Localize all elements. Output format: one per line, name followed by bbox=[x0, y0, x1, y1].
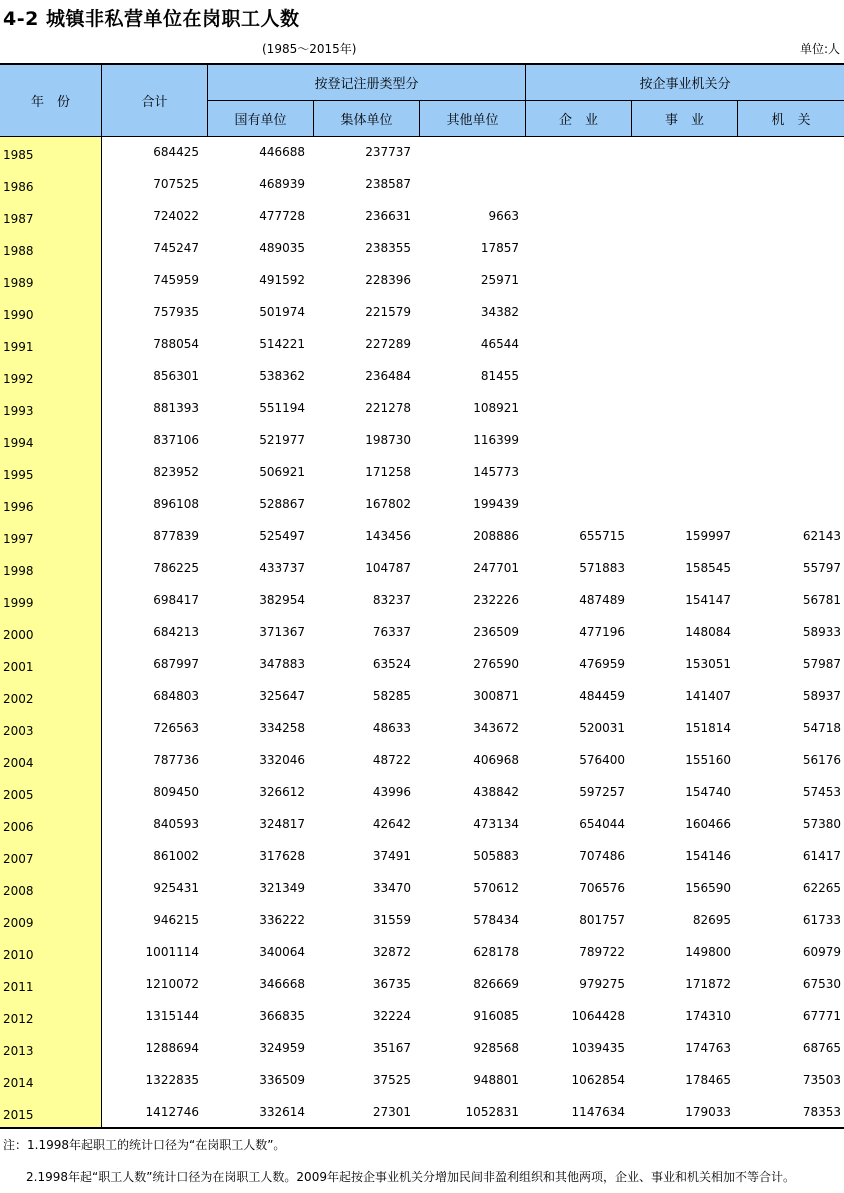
cell-year: 2000 bbox=[3, 628, 34, 642]
cell-collective: 228396 bbox=[365, 273, 411, 287]
cell-agency: 58933 bbox=[802, 625, 841, 639]
cell-year: 1989 bbox=[3, 276, 34, 290]
table-row bbox=[0, 457, 844, 489]
cell-total: 707525 bbox=[153, 177, 199, 191]
table-row bbox=[0, 1097, 844, 1129]
cell-institution: 141407 bbox=[685, 689, 731, 703]
cell-other: 570612 bbox=[473, 881, 519, 895]
cell-collective: 167802 bbox=[365, 497, 411, 511]
cell-year: 1998 bbox=[3, 564, 34, 578]
cell-other: 108921 bbox=[473, 401, 519, 415]
table-row bbox=[0, 233, 844, 265]
cell-year: 1992 bbox=[3, 372, 34, 386]
cell-year: 2015 bbox=[3, 1108, 34, 1122]
cell-other: 505883 bbox=[473, 849, 519, 863]
cell-enterprise: 654044 bbox=[579, 817, 625, 831]
cell-other: 34382 bbox=[480, 305, 519, 319]
table-row bbox=[0, 841, 844, 873]
table-row bbox=[0, 649, 844, 681]
cell-year: 2006 bbox=[3, 820, 34, 834]
header-divider bbox=[208, 100, 844, 101]
cell-other: 145773 bbox=[473, 465, 519, 479]
header-collective: 集体单位 bbox=[340, 113, 393, 128]
cell-agency: 57453 bbox=[802, 785, 841, 799]
cell-enterprise: 1147634 bbox=[571, 1105, 625, 1119]
cell-enterprise: 597257 bbox=[579, 785, 625, 799]
cell-collective: 43996 bbox=[372, 785, 411, 799]
cell-total: 1322835 bbox=[145, 1073, 199, 1087]
cell-total: 1001114 bbox=[145, 945, 199, 959]
cell-agency: 60979 bbox=[802, 945, 841, 959]
cell-other: 199439 bbox=[473, 497, 519, 511]
cell-other: 247701 bbox=[473, 561, 519, 575]
cell-institution: 154146 bbox=[685, 849, 731, 863]
cell-state-owned: 346668 bbox=[259, 977, 305, 991]
cell-institution: 159997 bbox=[685, 529, 731, 543]
cell-collective: 32224 bbox=[372, 1009, 411, 1023]
cell-agency: 68765 bbox=[802, 1041, 841, 1055]
cell-collective: 76337 bbox=[372, 625, 411, 639]
cell-other: 232226 bbox=[473, 593, 519, 607]
header-divider bbox=[737, 100, 738, 136]
cell-institution: 148084 bbox=[685, 625, 731, 639]
cell-state-owned: 366835 bbox=[259, 1009, 305, 1023]
header-by-registration: 按登记注册类型分 bbox=[314, 77, 419, 92]
table-row bbox=[0, 265, 844, 297]
cell-institution: 178465 bbox=[685, 1073, 731, 1087]
cell-state-owned: 326612 bbox=[259, 785, 305, 799]
cell-collective: 48722 bbox=[372, 753, 411, 767]
cell-total: 881393 bbox=[153, 401, 199, 415]
header-enterprise: 企 业 bbox=[558, 113, 598, 128]
header-by-org: 按企事业机关分 bbox=[639, 77, 731, 92]
cell-state-owned: 491592 bbox=[259, 273, 305, 287]
cell-agency: 57380 bbox=[802, 817, 841, 831]
cell-agency: 73503 bbox=[802, 1073, 841, 1087]
cell-other: 628178 bbox=[473, 945, 519, 959]
cell-institution: 149800 bbox=[685, 945, 731, 959]
cell-total: 745247 bbox=[153, 241, 199, 255]
cell-other: 406968 bbox=[473, 753, 519, 767]
cell-collective: 237737 bbox=[365, 145, 411, 159]
cell-enterprise: 571883 bbox=[579, 561, 625, 575]
cell-institution: 156590 bbox=[685, 881, 731, 895]
note-1: 注：1.1998年起职工的统计口径为“在岗职工人数”。 bbox=[3, 1138, 286, 1152]
table-row bbox=[0, 969, 844, 1001]
cell-institution: 153051 bbox=[685, 657, 731, 671]
cell-year: 1987 bbox=[3, 212, 34, 226]
cell-other: 1052831 bbox=[465, 1105, 519, 1119]
cell-collective: 143456 bbox=[365, 529, 411, 543]
cell-year: 2005 bbox=[3, 788, 34, 802]
cell-total: 787736 bbox=[153, 753, 199, 767]
cell-institution: 171872 bbox=[685, 977, 731, 991]
cell-year: 2001 bbox=[3, 660, 34, 674]
cell-total: 745959 bbox=[153, 273, 199, 287]
cell-state-owned: 371367 bbox=[259, 625, 305, 639]
cell-other: 438842 bbox=[473, 785, 519, 799]
cell-state-owned: 324959 bbox=[259, 1041, 305, 1055]
cell-institution: 174310 bbox=[685, 1009, 731, 1023]
cell-collective: 63524 bbox=[372, 657, 411, 671]
cell-total: 684803 bbox=[153, 689, 199, 703]
table-row bbox=[0, 361, 844, 393]
note-2: 2.1998年起“职工人数”统计口径为在岗职工人数。2009年起按企事业机关分增加民间非盈利组织和其他两项，企业、事业和机关相加不等合计。 bbox=[26, 1170, 795, 1184]
cell-enterprise: 576400 bbox=[579, 753, 625, 767]
cell-state-owned: 521977 bbox=[259, 433, 305, 447]
cell-collective: 198730 bbox=[365, 433, 411, 447]
cell-total: 840593 bbox=[153, 817, 199, 831]
cell-year: 2007 bbox=[3, 852, 34, 866]
cell-collective: 37525 bbox=[372, 1073, 411, 1087]
cell-year: 1993 bbox=[3, 404, 34, 418]
table-row bbox=[0, 393, 844, 425]
cell-collective: 35167 bbox=[372, 1041, 411, 1055]
table-row bbox=[0, 713, 844, 745]
cell-agency: 57987 bbox=[802, 657, 841, 671]
header-agency: 机 关 bbox=[771, 113, 811, 128]
cell-collective: 236631 bbox=[365, 209, 411, 223]
cell-state-owned: 528867 bbox=[259, 497, 305, 511]
cell-total: 1315144 bbox=[145, 1009, 199, 1023]
cell-other: 25971 bbox=[480, 273, 519, 287]
cell-institution: 160466 bbox=[685, 817, 731, 831]
cell-state-owned: 446688 bbox=[259, 145, 305, 159]
cell-institution: 174763 bbox=[685, 1041, 731, 1055]
cell-agency: 78353 bbox=[802, 1105, 841, 1119]
cell-enterprise: 801757 bbox=[579, 913, 625, 927]
cell-agency: 62143 bbox=[802, 529, 841, 543]
cell-enterprise: 789722 bbox=[579, 945, 625, 959]
cell-state-owned: 336509 bbox=[259, 1073, 305, 1087]
cell-institution: 158545 bbox=[685, 561, 731, 575]
cell-state-owned: 340064 bbox=[259, 945, 305, 959]
cell-state-owned: 332046 bbox=[259, 753, 305, 767]
cell-other: 300871 bbox=[473, 689, 519, 703]
cell-total: 1412746 bbox=[145, 1105, 199, 1119]
cell-total: 823952 bbox=[153, 465, 199, 479]
cell-state-owned: 525497 bbox=[259, 529, 305, 543]
cell-other: 208886 bbox=[473, 529, 519, 543]
cell-collective: 36735 bbox=[372, 977, 411, 991]
cell-other: 9663 bbox=[488, 209, 519, 223]
cell-total: 698417 bbox=[153, 593, 199, 607]
cell-year: 1988 bbox=[3, 244, 34, 258]
cell-total: 788054 bbox=[153, 337, 199, 351]
cell-collective: 27301 bbox=[372, 1105, 411, 1119]
cell-state-owned: 321349 bbox=[259, 881, 305, 895]
header-year: 年 份 bbox=[30, 95, 70, 110]
cell-other: 116399 bbox=[473, 433, 519, 447]
cell-state-owned: 538362 bbox=[259, 369, 305, 383]
cell-year: 1986 bbox=[3, 180, 34, 194]
cell-total: 726563 bbox=[153, 721, 199, 735]
cell-total: 684425 bbox=[153, 145, 199, 159]
cell-year: 2010 bbox=[3, 948, 34, 962]
cell-agency: 56781 bbox=[802, 593, 841, 607]
cell-state-owned: 334258 bbox=[259, 721, 305, 735]
cell-state-owned: 433737 bbox=[259, 561, 305, 575]
cell-enterprise: 706576 bbox=[579, 881, 625, 895]
cell-total: 1288694 bbox=[145, 1041, 199, 1055]
cell-enterprise: 1064428 bbox=[571, 1009, 625, 1023]
cell-collective: 227289 bbox=[365, 337, 411, 351]
cell-state-owned: 514221 bbox=[259, 337, 305, 351]
cell-total: 1210072 bbox=[145, 977, 199, 991]
cell-collective: 37491 bbox=[372, 849, 411, 863]
table-row bbox=[0, 169, 844, 201]
cell-institution: 179033 bbox=[685, 1105, 731, 1119]
cell-total: 687997 bbox=[153, 657, 199, 671]
cell-agency: 67771 bbox=[802, 1009, 841, 1023]
period-subtitle: (1985～2015年) bbox=[262, 42, 357, 56]
table-row bbox=[0, 489, 844, 521]
cell-state-owned: 382954 bbox=[259, 593, 305, 607]
cell-state-owned: 347883 bbox=[259, 657, 305, 671]
cell-enterprise: 707486 bbox=[579, 849, 625, 863]
cell-enterprise: 487489 bbox=[579, 593, 625, 607]
cell-agency: 55797 bbox=[802, 561, 841, 575]
cell-collective: 58285 bbox=[372, 689, 411, 703]
cell-year: 1991 bbox=[3, 340, 34, 354]
cell-collective: 221278 bbox=[365, 401, 411, 415]
cell-enterprise: 484459 bbox=[579, 689, 625, 703]
cell-year: 1996 bbox=[3, 500, 34, 514]
cell-enterprise: 1039435 bbox=[571, 1041, 625, 1055]
cell-other: 473134 bbox=[473, 817, 519, 831]
cell-other: 343672 bbox=[473, 721, 519, 735]
cell-agency: 54718 bbox=[802, 721, 841, 735]
header-divider bbox=[101, 65, 102, 136]
cell-other: 578434 bbox=[473, 913, 519, 927]
cell-total: 946215 bbox=[153, 913, 199, 927]
cell-other: 276590 bbox=[473, 657, 519, 671]
cell-year: 2014 bbox=[3, 1076, 34, 1090]
cell-year: 2008 bbox=[3, 884, 34, 898]
cell-year: 2002 bbox=[3, 692, 34, 706]
cell-year: 2003 bbox=[3, 724, 34, 738]
cell-total: 896108 bbox=[153, 497, 199, 511]
cell-collective: 83237 bbox=[372, 593, 411, 607]
table-row bbox=[0, 201, 844, 233]
table-row bbox=[0, 873, 844, 905]
cell-total: 861002 bbox=[153, 849, 199, 863]
unit-label: 单位:人 bbox=[799, 42, 840, 56]
cell-enterprise: 476959 bbox=[579, 657, 625, 671]
cell-institution: 155160 bbox=[685, 753, 731, 767]
cell-agency: 58937 bbox=[802, 689, 841, 703]
cell-institution: 151814 bbox=[685, 721, 731, 735]
header-total: 合计 bbox=[141, 95, 168, 110]
table-row bbox=[0, 809, 844, 841]
table-row bbox=[0, 1001, 844, 1033]
header-divider bbox=[313, 100, 314, 136]
cell-enterprise: 979275 bbox=[579, 977, 625, 991]
cell-other: 916085 bbox=[473, 1009, 519, 1023]
cell-total: 877839 bbox=[153, 529, 199, 543]
page-title: 4-2 城镇非私营单位在岗职工人数 bbox=[3, 8, 300, 30]
header-other: 其他单位 bbox=[446, 113, 499, 128]
cell-state-owned: 551194 bbox=[259, 401, 305, 415]
cell-total: 786225 bbox=[153, 561, 199, 575]
cell-enterprise: 1062854 bbox=[571, 1073, 625, 1087]
cell-collective: 33470 bbox=[372, 881, 411, 895]
header-state-owned: 国有单位 bbox=[234, 113, 287, 128]
cell-collective: 32872 bbox=[372, 945, 411, 959]
cell-enterprise: 655715 bbox=[579, 529, 625, 543]
header-divider bbox=[631, 100, 632, 136]
cell-collective: 104787 bbox=[365, 561, 411, 575]
cell-institution: 82695 bbox=[692, 913, 731, 927]
cell-state-owned: 336222 bbox=[259, 913, 305, 927]
cell-institution: 154147 bbox=[685, 593, 731, 607]
cell-total: 837106 bbox=[153, 433, 199, 447]
table-row bbox=[0, 681, 844, 713]
cell-collective: 48633 bbox=[372, 721, 411, 735]
cell-other: 17857 bbox=[480, 241, 519, 255]
cell-state-owned: 477728 bbox=[259, 209, 305, 223]
cell-total: 925431 bbox=[153, 881, 199, 895]
cell-other: 948801 bbox=[473, 1073, 519, 1087]
cell-state-owned: 325647 bbox=[259, 689, 305, 703]
table-header bbox=[0, 63, 844, 137]
cell-collective: 171258 bbox=[365, 465, 411, 479]
cell-year: 1990 bbox=[3, 308, 34, 322]
cell-other: 236509 bbox=[473, 625, 519, 639]
cell-total: 856301 bbox=[153, 369, 199, 383]
table-bottom-rule bbox=[0, 1127, 844, 1129]
table-row bbox=[0, 329, 844, 361]
cell-state-owned: 324817 bbox=[259, 817, 305, 831]
cell-state-owned: 317628 bbox=[259, 849, 305, 863]
cell-other: 81455 bbox=[480, 369, 519, 383]
table-row bbox=[0, 745, 844, 777]
table-row bbox=[0, 937, 844, 969]
cell-agency: 56176 bbox=[802, 753, 841, 767]
cell-collective: 221579 bbox=[365, 305, 411, 319]
header-divider bbox=[419, 100, 420, 136]
table-row bbox=[0, 585, 844, 617]
cell-enterprise: 477196 bbox=[579, 625, 625, 639]
table-row bbox=[0, 905, 844, 937]
cell-enterprise: 520031 bbox=[579, 721, 625, 735]
table-row bbox=[0, 137, 844, 169]
cell-state-owned: 501974 bbox=[259, 305, 305, 319]
table-row bbox=[0, 521, 844, 553]
cell-state-owned: 506921 bbox=[259, 465, 305, 479]
cell-total: 724022 bbox=[153, 209, 199, 223]
table-row bbox=[0, 297, 844, 329]
cell-year: 2012 bbox=[3, 1012, 34, 1026]
table-row bbox=[0, 553, 844, 585]
cell-collective: 42642 bbox=[372, 817, 411, 831]
cell-year: 1985 bbox=[3, 148, 34, 162]
cell-state-owned: 332614 bbox=[259, 1105, 305, 1119]
table-row bbox=[0, 1065, 844, 1097]
cell-agency: 67530 bbox=[802, 977, 841, 991]
cell-agency: 62265 bbox=[802, 881, 841, 895]
cell-state-owned: 468939 bbox=[259, 177, 305, 191]
cell-year: 1999 bbox=[3, 596, 34, 610]
table-row bbox=[0, 777, 844, 809]
cell-year: 2009 bbox=[3, 916, 34, 930]
cell-other: 826669 bbox=[473, 977, 519, 991]
cell-year: 2013 bbox=[3, 1044, 34, 1058]
cell-collective: 238587 bbox=[365, 177, 411, 191]
cell-other: 46544 bbox=[480, 337, 519, 351]
cell-collective: 238355 bbox=[365, 241, 411, 255]
cell-total: 684213 bbox=[153, 625, 199, 639]
cell-year: 1995 bbox=[3, 468, 34, 482]
cell-agency: 61733 bbox=[802, 913, 841, 927]
cell-other: 928568 bbox=[473, 1041, 519, 1055]
cell-total: 757935 bbox=[153, 305, 199, 319]
cell-state-owned: 489035 bbox=[259, 241, 305, 255]
cell-year: 1997 bbox=[3, 532, 34, 546]
header-institution: 事 业 bbox=[664, 113, 704, 128]
table-row bbox=[0, 425, 844, 457]
cell-institution: 154740 bbox=[685, 785, 731, 799]
cell-year: 1994 bbox=[3, 436, 34, 450]
cell-collective: 236484 bbox=[365, 369, 411, 383]
cell-total: 809450 bbox=[153, 785, 199, 799]
cell-year: 2011 bbox=[3, 980, 34, 994]
table-row bbox=[0, 617, 844, 649]
cell-year: 2004 bbox=[3, 756, 34, 770]
table-row bbox=[0, 1033, 844, 1065]
cell-agency: 61417 bbox=[802, 849, 841, 863]
cell-collective: 31559 bbox=[372, 913, 411, 927]
